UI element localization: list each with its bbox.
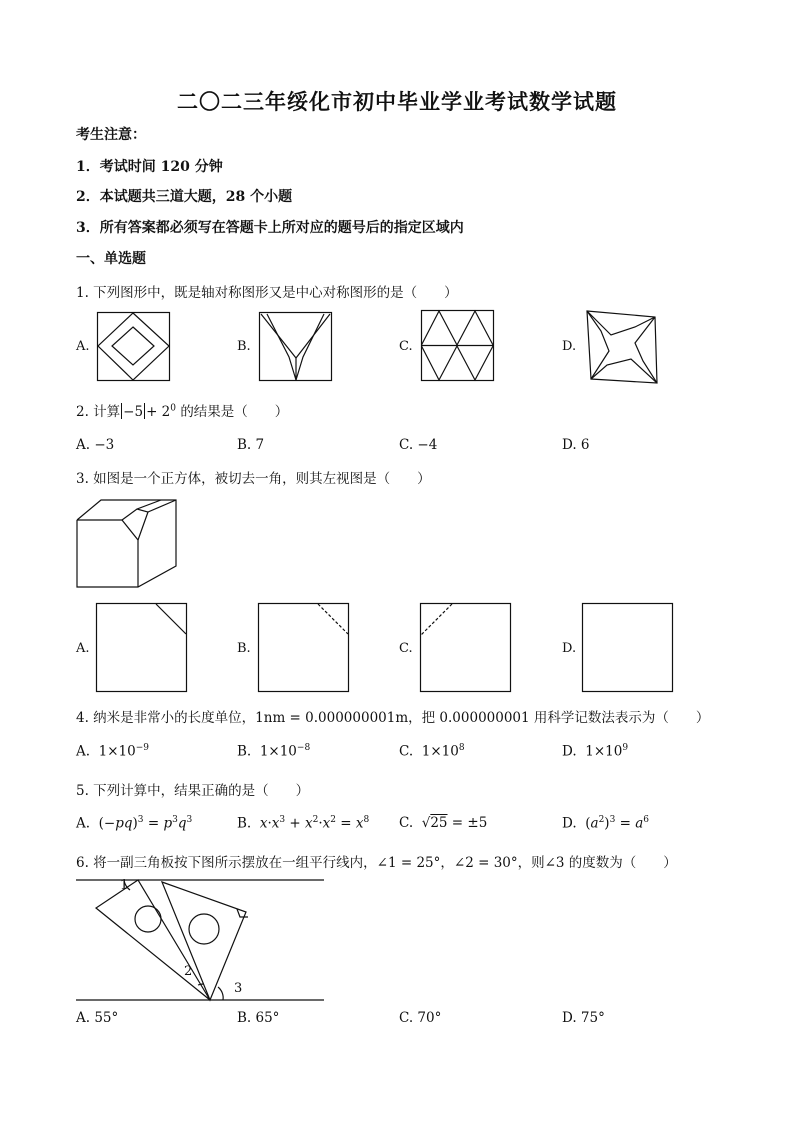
q2-option-a: A. −3 [76,437,115,453]
q2-suffix: 的结果是（ ） [180,404,289,420]
q1-option-d-label: D. [562,339,577,354]
q2-expr-a: −5 [123,404,144,420]
question-6-text: 6. 将一副三角板按下图所示摆放在一组平行线内，∠1 = 25°，∠2 = 30°，则∠3 的度数为（ ） [76,855,677,871]
q2-option-c: C. −4 [399,437,438,453]
q1-figure-a [97,312,171,382]
q4-option-c: C. $1\times 10^8$ [399,743,465,760]
q4-option-d: D. $1\times 10^9$ [562,743,629,760]
notice-item-2: 2．本试题共三道大题，28 个小题 [76,189,293,205]
abs-bar-right [144,403,145,419]
q3-option-d-label: D. [562,641,577,656]
q2-prefix: 2. 计算 [76,404,121,420]
q1-option-b-label: B. [237,339,251,354]
q2-expr-b: + 2 [146,404,171,420]
section-heading: 一、单选题 [76,251,146,267]
q5-option-d: D. $(a^2)^3 = a^6$ [562,815,650,832]
notice-heading: 考生注意： [76,127,146,143]
q5-option-c: C. √25 = ±5 [399,815,488,831]
notice-item-1: 1．考试时间 120 分钟 [76,159,223,175]
question-5-text: 5. 下列计算中，结果正确的是（ ） [76,783,310,799]
angle-label-3: 3 [234,981,243,996]
q1-figure-d [585,309,659,385]
q3-view-b [258,603,350,693]
exam-title: 二〇二三年绥化市初中毕业学业考试数学试题 [177,89,617,114]
q6-option-a: A. 55° [76,1010,119,1026]
q3-option-c-label: C. [399,641,413,656]
q3-view-c [420,603,512,693]
angle-label-1: 1 [120,878,129,893]
question-1-text: 1. 下列图形中，既是轴对称图形又是中心对称图形的是（ ） [76,285,458,301]
q1-figure-c [421,310,495,382]
q3-view-d [582,603,674,693]
question-3-text: 3. 如图是一个正方体，被切去一角，则其左视图是（ ） [76,471,431,487]
q3-option-b-label: B. [237,641,251,656]
q6-triangle-figure [76,874,326,1004]
q5-option-b: B. $x\cdot x^3 + x^2\cdot x^2 = x^8$ [237,815,370,832]
q3-option-a-label: A. [76,641,90,656]
q3-cube-figure [76,498,178,590]
q6-option-c: C. 70° [399,1010,442,1026]
q1-option-c-label: C. [399,339,413,354]
q2-option-b: B. 7 [237,437,265,453]
q3-view-a [96,603,188,693]
q6-option-d: D. 75° [562,1010,605,1026]
q1-figure-b [259,312,333,382]
q6-option-b: B. 65° [237,1010,280,1026]
q2-option-d: D. 6 [562,437,590,453]
q4-option-b: B. $1\times 10^{-8}$ [237,743,311,760]
q1-option-a-label: A. [76,339,90,354]
notice-item-3: 3．所有答案都必须写在答题卡上所对应的题号后的指定区域内 [76,220,464,236]
q2-exponent: 0 [170,403,177,414]
question-2-text [76,400,288,420]
q4-option-a: A. $1\times 10^{-9}$ [76,743,150,760]
q5-option-a: A. $(-pq)^3 = p^3q^3$ [76,815,193,832]
question-4-text: 4. 纳米是非常小的长度单位，1nm = 0.000000001m，把 0.000000001 用科学记数法表示为（ ） [76,710,710,726]
angle-label-2: 2 [184,964,193,979]
